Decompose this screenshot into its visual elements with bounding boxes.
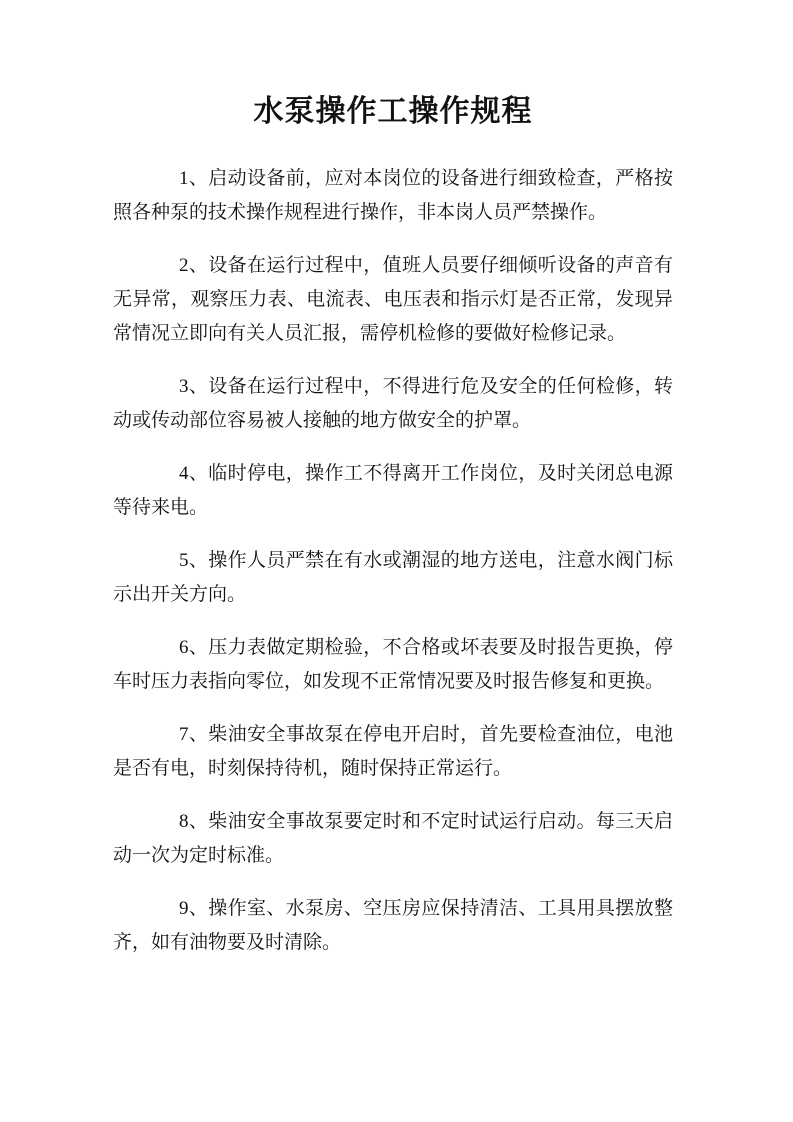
document-content — [113, 0, 673, 960]
paragraph-3: 3、设备在运行过程中，不得进行危及安全的任何检修，转动或传动部位容易被人接触的地方做安全的护罩。 — [113, 376, 673, 431]
paragraph-8: 8、柴油安全事故泵要定时和不定时试运行启动。每三天启动一次为定时标准。 — [113, 811, 673, 866]
paragraph-5: 5、操作人员严禁在有水或潮湿的地方送电，注意水阀门标示出开关方向。 — [113, 550, 673, 605]
paragraph-4: 4、临时停电，操作工不得离开工作岗位，及时关闭总电源等待来电。 — [113, 463, 673, 518]
paragraph-9: 9、操作室、水泵房、空压房应保持清洁、工具用具摆放整齐，如有油物要及时清除。 — [113, 898, 673, 953]
paragraph-7: 7、柴油安全事故泵在停电开启时，首先要检查油位，电池是否有电，时刻保持待机，随时保持正常运行。 — [113, 724, 673, 779]
paragraph-1: 1、启动设备前，应对本岗位的设备进行细致检查，严格按照各种泵的技术操作规程进行操作，非本岗人员严禁操作。 — [113, 168, 673, 223]
paragraph-6: 6、压力表做定期检验，不合格或坏表要及时报告更换，停车时压力表指向零位，如发现不正常情况要及时报告修复和更换。 — [113, 637, 673, 692]
document-title: 水泵操作工操作规程 — [253, 95, 533, 128]
paragraph-2: 2、设备在运行过程中，值班人员要仔细倾听设备的声音有无异常，观察压力表、电流表、电压表和指示灯是否正常，发现异常情况立即向有关人员汇报，需停机检修的要做好检修记录。 — [113, 255, 673, 344]
